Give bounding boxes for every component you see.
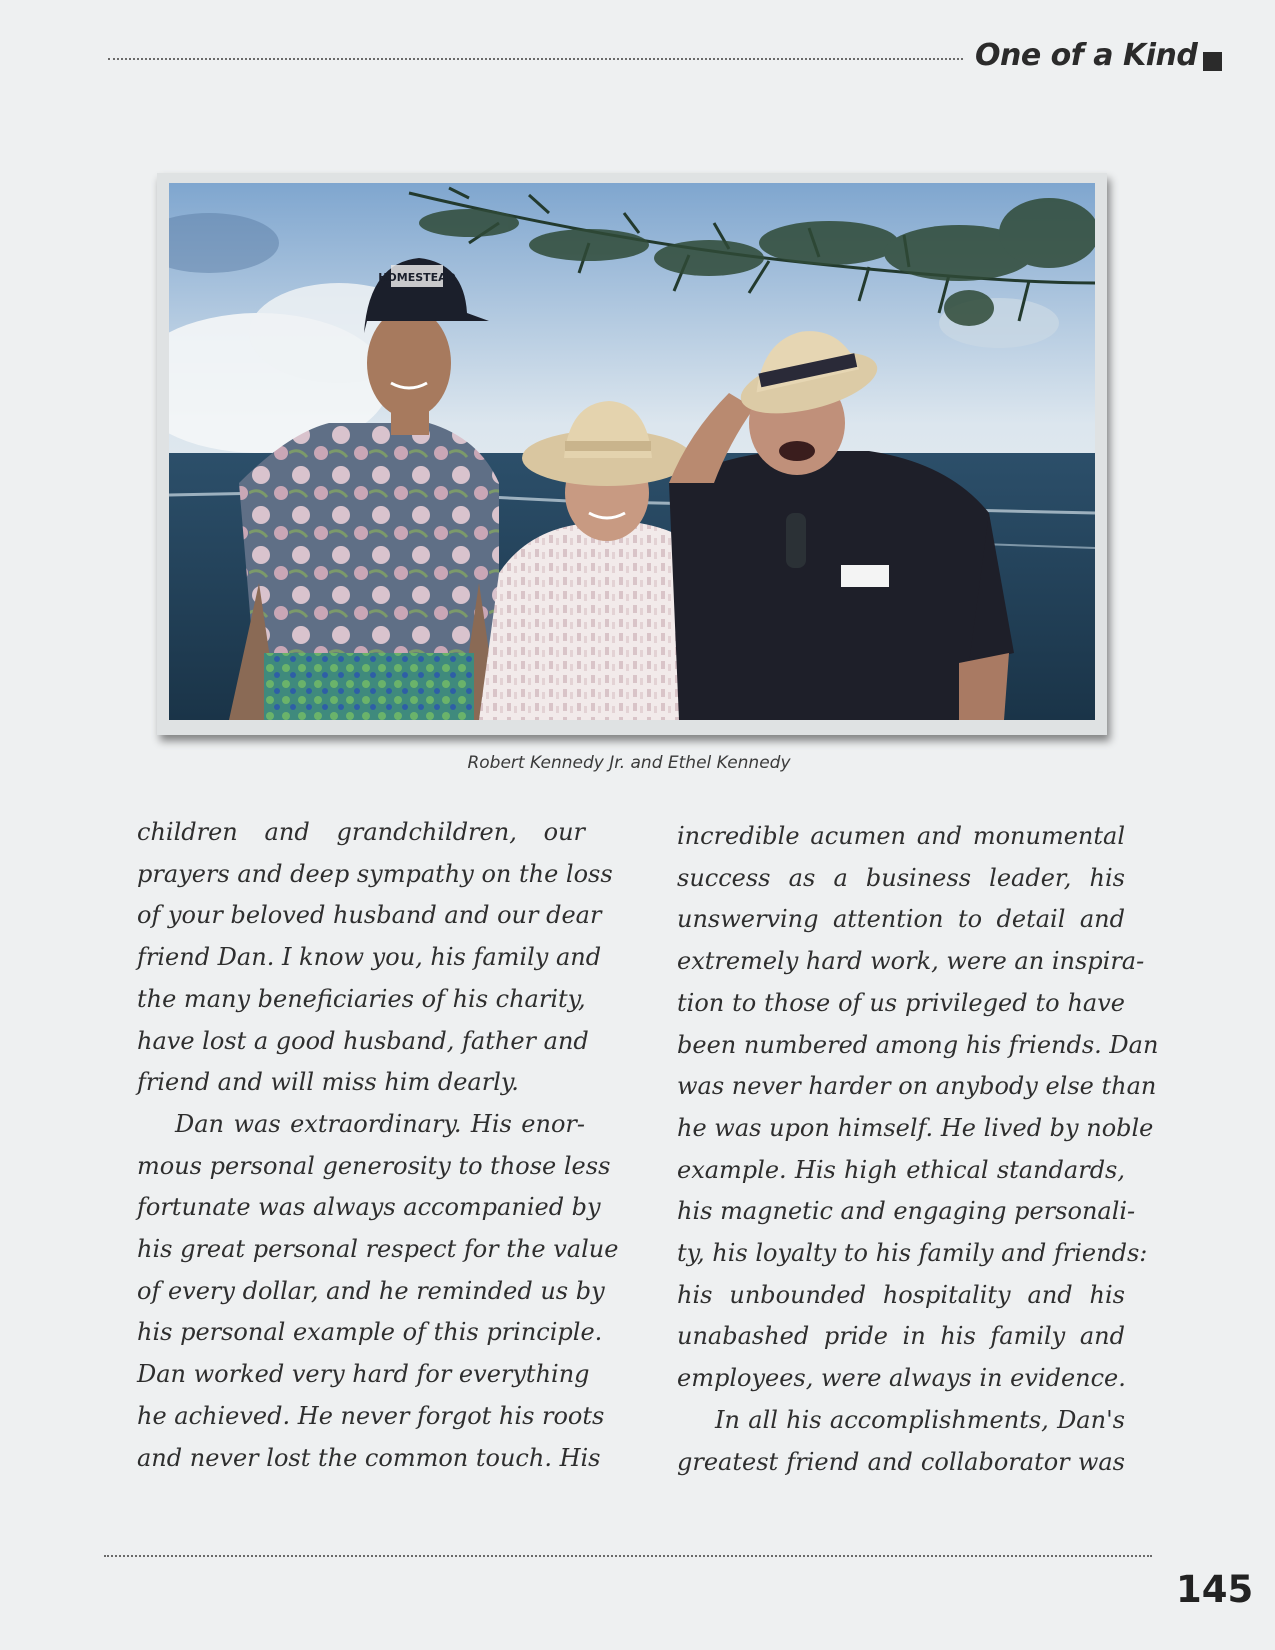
text-line: unabashed pride in his family and — [677, 1322, 1125, 1351]
text-line: tion to those of us privileged to have — [677, 988, 1125, 1017]
text-line: mous personal generosity to those less — [137, 1151, 611, 1180]
text-line: Dan worked very hard for everything — [137, 1360, 590, 1389]
running-head: One of a Kind — [975, 38, 1198, 73]
text-line: unswerving attention to detail and — [677, 905, 1125, 934]
text-line: employees, were always in evidence. — [677, 1364, 1126, 1393]
text-line: his great personal respect for the value — [137, 1235, 619, 1264]
text-line: have lost a good husband, father and — [137, 1026, 589, 1055]
text-line: incredible acumen and monumental — [677, 822, 1125, 850]
text-line: friend and will miss him dearly. — [137, 1068, 519, 1097]
photo — [169, 183, 1095, 720]
text-line: ty, his loyalty to his family and friends: — [677, 1239, 1148, 1268]
text-line: In all his accomplishments, Dan's — [715, 1405, 1125, 1434]
text-line: his personal example of this principle. — [137, 1318, 603, 1347]
text-line: extremely hard work, were an inspira- — [677, 947, 1145, 976]
text-line: his unbounded hospitality and his — [677, 1280, 1125, 1309]
text-line: of every dollar, and he reminded us by — [137, 1276, 605, 1305]
header-square-mark — [1203, 52, 1222, 71]
text-line: the many beneficiaries of his charity, — [137, 984, 586, 1013]
text-line: he was upon himself. He lived by noble — [677, 1113, 1154, 1142]
header-rule — [108, 58, 963, 60]
text-line: Dan was extraordinary. His enor- — [175, 1109, 585, 1138]
cap-logo-text: HOMESTEAD — [378, 271, 456, 284]
photo-frame — [157, 173, 1107, 735]
text-line: example. His high ethical standards, — [677, 1155, 1125, 1184]
text-line: he achieved. He never forgot his roots — [137, 1401, 605, 1430]
body-column-left — [137, 812, 619, 1479]
text-line: his magnetic and engaging personali- — [677, 1197, 1136, 1226]
text-line: prayers and deep sympathy on the loss — [137, 859, 613, 888]
text-line: success as a business leader, his — [677, 863, 1125, 892]
text-line: children and grandchildren, our — [137, 818, 585, 846]
text-line: of your beloved husband and our dear — [137, 901, 602, 930]
text-line: friend Dan. I know you, his family and — [137, 943, 602, 972]
text-line: was never harder on anybody else than — [677, 1072, 1157, 1101]
text-line: greatest friend and collaborator was — [677, 1447, 1125, 1476]
text-line: been numbered among his friends. Dan — [677, 1030, 1159, 1059]
footer-rule — [104, 1555, 1152, 1557]
page-number: 145 — [1176, 1568, 1254, 1611]
text-line: and never lost the common touch. His — [137, 1443, 601, 1472]
photo-caption: Robert Kennedy Jr. and Ethel Kennedy — [467, 753, 791, 773]
text-line: fortunate was always accompanied by — [137, 1193, 601, 1222]
body-column-right — [677, 816, 1159, 1483]
